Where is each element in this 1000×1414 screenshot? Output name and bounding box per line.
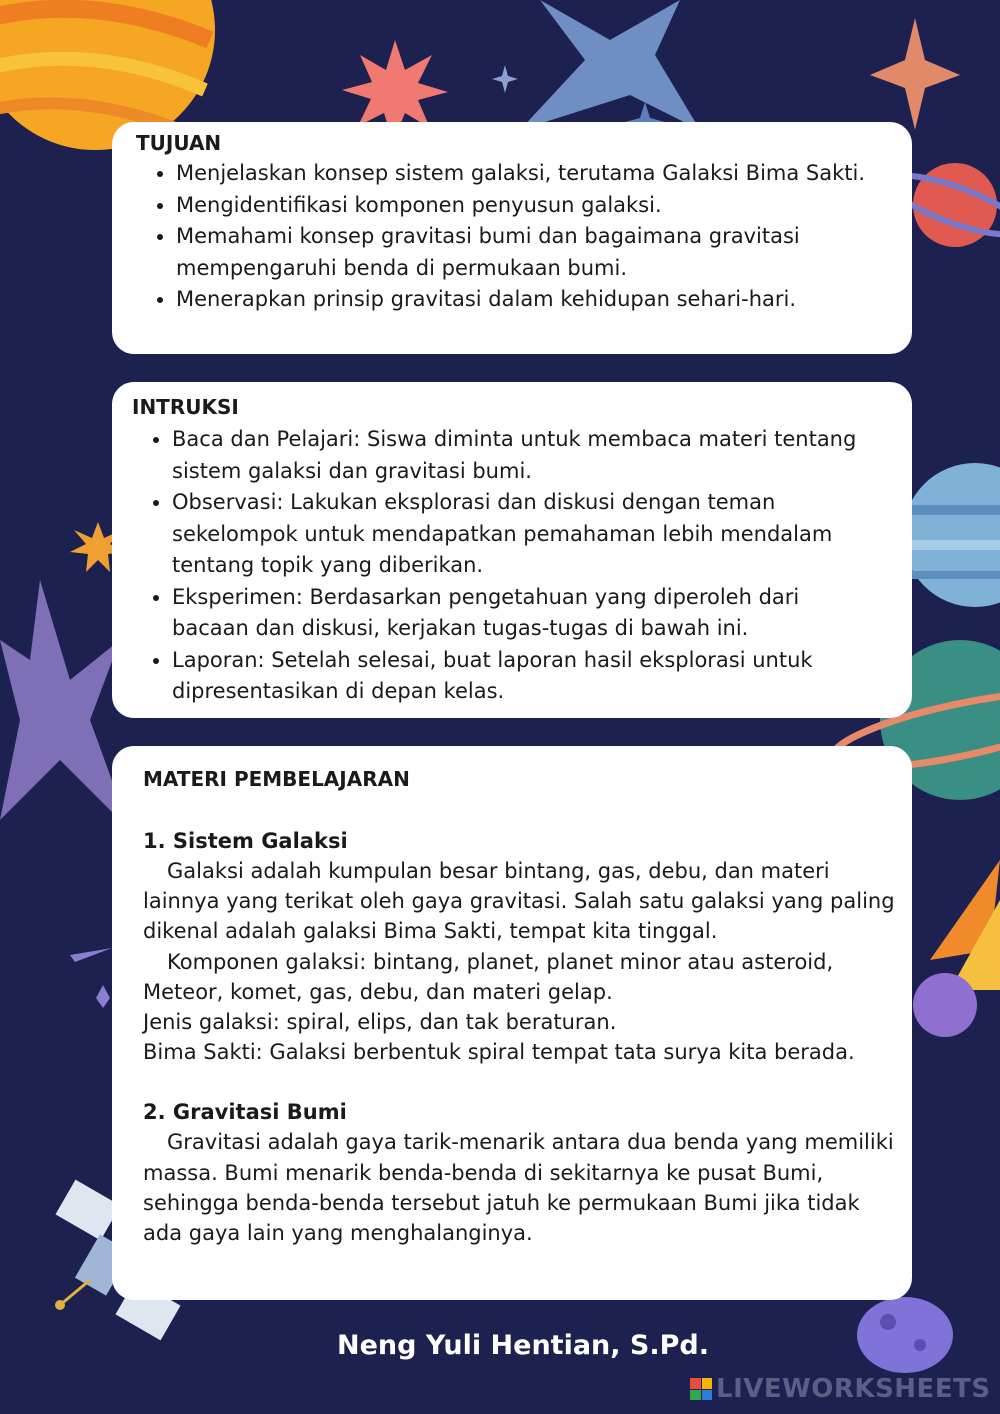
intruksi-heading: INTRUKSI bbox=[132, 395, 239, 419]
blue-planet-icon bbox=[903, 463, 1000, 607]
list-item: • Laporan: Setelah selesai, buat laporan hasil eksplorasi untuk dipresentasikan di depan kelas. bbox=[172, 645, 882, 708]
liveworksheets-watermark bbox=[690, 1374, 991, 1404]
purple-star-icon bbox=[0, 580, 130, 830]
paragraph: Gravitasi adalah gaya tarik-menarik antara dua benda yang memiliki massa. Bumi menarik benda-benda di sekitarnya ke pusat Bumi, sehingga benda-benda tersebut jatuh ke permukaan Bumi jika tidak ada gaya lain yang menghalanginya. bbox=[143, 1130, 894, 1246]
paragraph: Bima Sakti: Galaksi berbentuk spiral tempat tata surya kita berada. bbox=[143, 1040, 855, 1065]
list-item: • Eksperimen: Berdasarkan pengetahuan yang diperoleh dari bacaan dan diskusi, kerjakan tugas-tugas di bawah ini. bbox=[172, 582, 882, 645]
paragraph: Jenis galaksi: spiral, elips, dan tak beraturan. bbox=[143, 1010, 617, 1035]
small-star-icon bbox=[96, 985, 110, 1008]
intruksi-card bbox=[112, 382, 912, 718]
list-item: • Memahami konsep gravitasi bumi dan bagaimana gravitasi mempengaruhi benda di permukaan bumi. bbox=[176, 221, 882, 284]
tujuan-card bbox=[112, 122, 912, 354]
small-star-icon bbox=[870, 18, 960, 130]
watermark-text: LIVEWORKSHEETS bbox=[716, 1374, 991, 1404]
paragraph: Komponen galaksi: bintang, planet, planet minor atau asteroid, Meteor, komet, gas, debu, dan materi gelap. bbox=[143, 949, 834, 1004]
small-star-icon bbox=[70, 948, 112, 962]
list-item: • Menjelaskan konsep sistem galaksi, terutama Galaksi Bima Sakti. bbox=[176, 158, 882, 190]
small-star-icon bbox=[492, 65, 518, 93]
tujuan-heading: TUJUAN bbox=[136, 131, 222, 155]
list-item: • Mengidentifikasi komponen penyusun galaksi. bbox=[176, 190, 882, 222]
liveworksheets-logo-icon bbox=[690, 1378, 712, 1400]
materi-card bbox=[112, 746, 912, 1300]
materi-heading: MATERI PEMBELAJARAN bbox=[143, 767, 410, 791]
blue-star-icon bbox=[520, 0, 700, 130]
list-item: • Observasi: Lakukan eksplorasi dan diskusi dengan teman sekelompok untuk mendapatkan pemahaman lebih mendalam tentang topik yang diberikan. bbox=[172, 487, 882, 582]
author-name: Neng Yuli Hentian, S.Pd. bbox=[336, 1330, 710, 1361]
tujuan-list bbox=[136, 158, 882, 316]
intruksi-list bbox=[132, 424, 882, 708]
list-item: • Menerapkan prinsip gravitasi dalam kehidupan sehari-hari. bbox=[176, 284, 882, 316]
paragraph: Galaksi adalah kumpulan besar bintang, gas, debu, dan materi lainnya yang terikat oleh gaya gravitasi. Salah satu galaksi yang paling dikenal adalah galaksi Bima Sakti, tempat kita tinggal. bbox=[143, 859, 895, 944]
comet-icon bbox=[913, 860, 1000, 1037]
list-item: • Baca dan Pelajari: Siswa diminta untuk membaca materi tentang sistem galaksi dan gravitasi bumi. bbox=[172, 424, 882, 487]
section-title-sistem-galaksi: 1. Sistem Galaksi bbox=[143, 829, 348, 853]
section-title-gravitasi-bumi: 2. Gravitasi Bumi bbox=[143, 1100, 347, 1125]
